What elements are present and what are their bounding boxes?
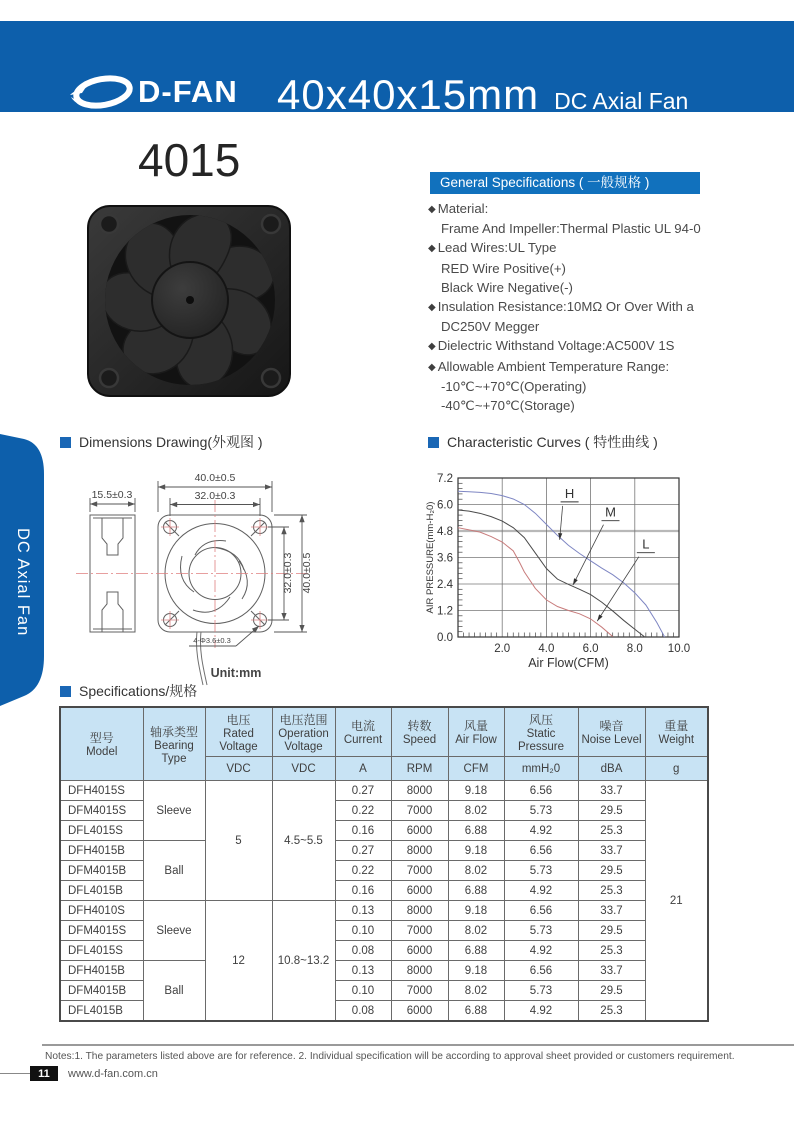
table-cell: 0.13 [335,961,391,981]
spec-item-text: Insulation Resistance:10MΩ Or Over With a [437,299,694,315]
svg-text:H: H [564,485,575,501]
spec-item-text: -40℃~+70℃(Storage) [441,398,575,414]
section-label: Specifications/规格 [79,683,198,699]
spec-table [59,706,709,1022]
table-cell: 8000 [391,961,448,981]
col-unit: A [335,757,391,781]
svg-text:6.0: 6.0 [437,499,453,512]
table-cell: 6.56 [504,841,578,861]
header-title-group [277,71,688,119]
table-cell: 5.73 [504,981,578,1001]
table-cell: 33.7 [578,781,645,801]
spec-item-text: RED Wire Positive(+) [441,260,566,276]
table-cell: 6.88 [448,941,504,961]
table-cell: 9.18 [448,841,504,861]
brand-name: D-FAN [138,74,238,109]
table-cell: 7000 [391,801,448,821]
table-cell: 0.22 [335,801,391,821]
dim-hole-pitch-w: 32.0±0.3 [194,490,236,502]
table-cell: 5.73 [504,921,578,941]
table-cell: 6.56 [504,781,578,801]
svg-text:2.4: 2.4 [437,579,453,591]
table-cell: 0.08 [335,1001,391,1022]
table-cell: 8000 [391,901,448,921]
section-bullet-icon [60,437,71,448]
table-cell: Sleeve [143,901,205,961]
col-header: 轴承类型 Bearing Type [143,707,205,781]
table-cell: DFH4010S [60,901,143,921]
spec-item [428,336,778,356]
table-cell: 33.7 [578,841,645,861]
dim-side-width: 15.5±0.3 [91,489,133,501]
col-header: 风压 Static Pressure [504,707,578,757]
spec-item-text: Material: [437,201,489,216]
section-title-curves [428,432,658,452]
table-cell: 6.88 [448,1001,504,1022]
table-cell: 12 [205,901,272,1022]
spec-item-text: Dielectric Withstand Voltage:AC500V 1S [437,338,675,354]
svg-text:L: L [642,536,650,552]
table-cell: Sleeve [143,781,205,841]
table-cell: 6000 [391,881,448,901]
section-label: Characteristic Curves ( 特性曲线 ) [447,434,658,450]
table-cell: DFH4015B [60,961,143,981]
footer-page-row [0,1066,158,1081]
svg-text:7.2: 7.2 [437,473,453,485]
footer-divider [42,1044,794,1046]
dimensions-drawing [58,452,420,687]
footer-notes: Notes:1. The parameters listed above are for reference. 2. Individual specification will be according to approval sheet provided or customers requirement. [45,1051,735,1062]
spec-item-text: DC250V Megger [441,319,540,335]
table-cell: 7000 [391,981,448,1001]
spec-item [428,297,778,317]
table-cell: DFM4015S [60,921,143,941]
table-cell: 0.16 [335,881,391,901]
table-row [60,841,708,861]
table-cell: 25.3 [578,1001,645,1022]
svg-text:Air Flow(CFM): Air Flow(CFM) [528,656,609,670]
col-unit: VDC [205,757,272,781]
spec-table-head [60,707,708,781]
svg-text:3.6: 3.6 [437,552,453,565]
table-cell: 33.7 [578,901,645,921]
dim-outer-width: 40.0±0.5 [194,472,236,484]
col-header: 型号 Model [60,707,143,781]
spec-item-text: Frame And Impeller:Thermal Plastic UL 94-0 [441,221,701,237]
table-cell: DFL4015B [60,881,143,901]
table-cell: 25.3 [578,881,645,901]
table-cell: 8.02 [448,801,504,821]
spec-item [428,199,778,219]
table-cell: DFL4015B [60,1001,143,1022]
page-subtitle: DC Axial Fan [554,88,689,114]
section-bullet-icon [60,686,71,697]
table-cell: 7000 [391,921,448,941]
col-unit: dBA [578,757,645,781]
spec-item-text: -10℃~+70℃(Operating) [441,378,587,394]
swoosh-ellipse-icon [68,71,134,113]
col-header: 电压 Rated Voltage [205,707,272,757]
table-cell: 21 [645,781,708,1022]
table-cell: 6.56 [504,901,578,921]
svg-text:M: M [605,504,616,520]
spec-item [428,259,778,278]
col-header: 风量 Air Flow [448,707,504,757]
table-cell: 25.3 [578,821,645,841]
dim-outer-height: 40.0±0.5 [301,552,313,594]
model-number-title: 4015 [138,134,241,186]
svg-text:2.0: 2.0 [494,643,511,655]
table-cell: 4.92 [504,1001,578,1022]
table-cell: 8.02 [448,981,504,1001]
section-bullet-icon [428,437,439,448]
table-cell: 4.92 [504,881,578,901]
page-title: 40x40x15mm [277,71,540,118]
svg-text:0.0: 0.0 [437,632,453,644]
general-specs-header: General Specifications ( 一般规格 ) [430,172,700,194]
col-unit: VDC [272,757,335,781]
dim-holes-note: 4-Φ3.6±0.3 [193,636,231,645]
col-header: 电流 Current [335,707,391,757]
centerlines [76,500,310,648]
table-cell: 6000 [391,821,448,841]
svg-text:1.2: 1.2 [437,605,453,618]
table-row [60,781,708,801]
table-cell: 33.7 [578,961,645,981]
col-unit: mmH₂0 [504,757,578,781]
section-label: Dimensions Drawing(外观图 ) [79,434,263,450]
side-tab-label: DC Axial Fan [14,528,32,637]
diamond-bullet-icon: ◆ [428,243,436,255]
table-cell: 6000 [391,1001,448,1022]
spec-item-text: Allowable Ambient Temperature Range: [437,358,670,374]
table-cell: 8000 [391,841,448,861]
table-cell: DFH4015B [60,841,143,861]
table-cell: 6.88 [448,821,504,841]
table-cell: 29.5 [578,921,645,941]
diamond-bullet-icon: ◆ [428,341,436,353]
table-cell: 5 [205,781,272,901]
table-cell: 0.08 [335,941,391,961]
dim-hole-pitch-h: 32.0±0.3 [282,552,294,594]
diamond-bullet-icon: ◆ [428,361,436,373]
table-cell: DFL4015S [60,821,143,841]
spec-item [428,219,778,238]
table-cell: 7000 [391,861,448,881]
table-cell: 0.16 [335,821,391,841]
table-cell: 6.56 [504,961,578,981]
table-cell: 29.5 [578,861,645,881]
general-spec-list [428,199,778,415]
table-cell: 4.92 [504,941,578,961]
table-cell: 0.10 [335,921,391,941]
table-cell: 0.27 [335,781,391,801]
col-header: 重量 Weight [645,707,708,757]
table-cell: Ball [143,841,205,901]
table-cell: DFH4015S [60,781,143,801]
table-cell: 29.5 [578,801,645,821]
table-cell: DFM4015B [60,981,143,1001]
table-cell: 29.5 [578,981,645,1001]
table-cell: 8.02 [448,921,504,941]
table-cell: 9.18 [448,961,504,981]
col-header: 电压范围 Operation Voltage [272,707,335,757]
col-header: 噪音 Noise Level [578,707,645,757]
spec-item [428,278,778,297]
spec-table-body [60,781,708,1022]
spec-item-text: Black Wire Negative(-) [441,279,573,295]
website-link[interactable]: www.d-fan.com.cn [68,1067,158,1080]
table-cell: 8.02 [448,861,504,881]
svg-text:4.8: 4.8 [437,526,453,538]
table-cell: 9.18 [448,781,504,801]
header-bar [0,21,794,118]
col-header: 转数 Speed [391,707,448,757]
col-unit: g [645,757,708,781]
svg-text:6.0: 6.0 [582,643,599,655]
table-cell: 6000 [391,941,448,961]
table-cell: 10.8~13.2 [272,901,335,1022]
table-cell: 9.18 [448,901,504,921]
spec-item [428,238,778,258]
table-cell: DFM4015S [60,801,143,821]
table-cell: 8000 [391,781,448,801]
table-cell: 0.10 [335,981,391,1001]
svg-text:4.0: 4.0 [538,643,555,655]
diamond-bullet-icon: ◆ [428,204,436,215]
dim-unit-label: Unit:mm [210,666,262,680]
spec-item [428,377,778,396]
table-cell: 5.73 [504,801,578,821]
brand-logo [68,71,238,113]
fan-photo [86,202,294,398]
curves-chart [424,452,790,687]
table-cell: 5.73 [504,861,578,881]
col-unit: RPM [391,757,448,781]
table-cell: 0.27 [335,841,391,861]
table-cell: DFL4015S [60,941,143,961]
spec-item [428,396,778,415]
spec-item [428,357,778,377]
table-row [60,961,708,981]
table-cell: Ball [143,961,205,1022]
svg-text:AIR PRESSURE(mm-H₂0): AIR PRESSURE(mm-H₂0) [425,501,436,614]
table-cell: 4.5~5.5 [272,781,335,901]
spec-item-text: Lead Wires:UL Type [437,240,557,256]
table-cell: 6.88 [448,881,504,901]
table-cell: 0.13 [335,901,391,921]
page-lead-line [0,1073,30,1074]
svg-text:10.0: 10.0 [667,643,691,655]
spec-item [428,317,778,336]
table-cell: DFM4015B [60,861,143,881]
table-row [60,901,708,921]
col-unit: CFM [448,757,504,781]
diamond-bullet-icon: ◆ [428,302,436,314]
table-cell: 4.92 [504,821,578,841]
section-title-dimensions [60,432,263,452]
page-number-badge: 11 [30,1066,58,1081]
table-cell: 25.3 [578,941,645,961]
svg-text:8.0: 8.0 [626,643,643,655]
table-cell: 0.22 [335,861,391,881]
